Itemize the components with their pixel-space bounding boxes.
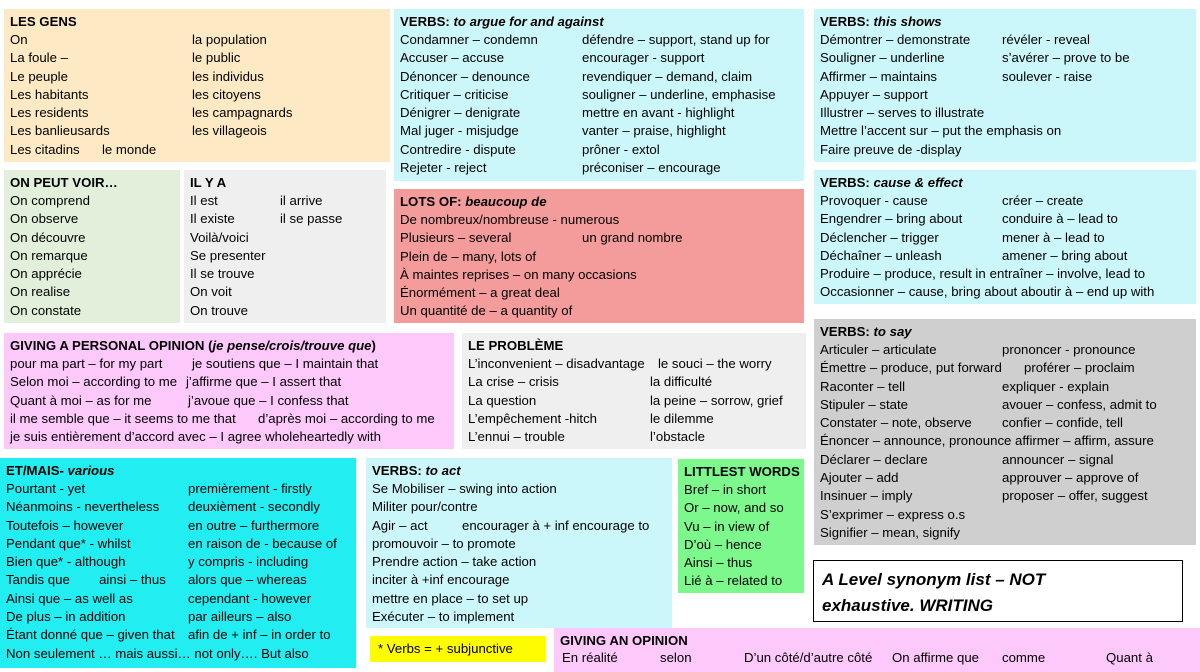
etmais-r0-b: premièrement - firstly — [188, 481, 312, 496]
argue-right-3: souligner – underline, emphasise — [582, 86, 776, 102]
les-gens-box — [4, 9, 390, 162]
opinion-r1-a: Selon moi – according to me — [10, 374, 178, 390]
argue-right-7: préconiser – encourage — [582, 160, 721, 176]
et-mais-box — [0, 458, 356, 668]
etmais-last: Non seulement … mais aussi… not only…. But also — [6, 645, 309, 661]
ilya-left-1: Il existe — [190, 211, 235, 227]
etmais-r3-b: en raison de - because of — [188, 535, 337, 551]
argue-right-6: prôner - extol — [582, 141, 660, 157]
say-r8-a: Insinuer – imply — [820, 488, 913, 504]
et-mais-title: ET/MAIS- various — [6, 463, 115, 478]
gens-right-0: la population — [192, 32, 267, 47]
il-y-a-title: IL Y A — [190, 175, 227, 190]
say-r7-b: approuver – approve of — [1002, 470, 1139, 486]
opinion-item-4: comme — [1002, 650, 1046, 665]
etmais-r6-b: cependant - however — [188, 590, 312, 606]
probleme-r4-a: L’ennui – trouble — [468, 429, 565, 445]
giving-opinion-title: GIVING AN OPINION — [560, 633, 688, 648]
argue-left-3: Critiquer – criticise — [400, 86, 509, 102]
probleme-r1-b: la difficulté — [650, 374, 713, 390]
probleme-r4-b: l’obstacle — [650, 429, 705, 445]
cause-r3-a: Déchaîner – unleash — [820, 247, 942, 263]
lots-line-1: De nombreux/nombreuse - numerous — [400, 212, 620, 227]
ilya-left-2: Voilà/voici — [190, 229, 249, 245]
act-line-3: promouvoir – to promote — [372, 535, 516, 551]
littlest-2: Vu – in view of — [684, 518, 770, 534]
say-r2-b: expliquer - explain — [1002, 378, 1110, 394]
lots-line-6: Un quantité de – a quantity of — [400, 303, 573, 319]
gens-left-2: Le peuple — [10, 68, 68, 84]
gens-left-6: Les citadins — [10, 141, 80, 157]
personal-opinion-title: GIVING A PERSONAL OPINION (je pense/crois/trouve que) — [10, 338, 376, 353]
on-peut-4: On apprécie — [10, 266, 82, 282]
etmais-r8-a: Étant donné que – given that — [6, 627, 175, 643]
opinion-r1-b: j’affirme que – I assert that — [186, 374, 342, 390]
cause-r5: Occasionner – cause, bring about aboutir à – end up with — [820, 284, 1155, 300]
argue-left-0: Condamner – condemn — [400, 32, 538, 47]
shows-left-5: Mettre l’accent sur – put the emphasis on — [820, 123, 1062, 139]
cause-r1-b: conduire à – lead to — [1002, 211, 1118, 227]
littlest-1: Or – now, and so — [684, 500, 784, 516]
say-r0-b: prononcer - pronounce — [1002, 342, 1136, 357]
act-line-5: inciter à +inf encourage — [372, 572, 510, 588]
on-peut-title: ON PEUT VOIR… — [10, 175, 118, 190]
shows-left-6: Faire preuve de -display — [820, 141, 962, 157]
les-gens-title: LES GENS — [10, 14, 77, 29]
lots-line-2b: un grand nombre — [582, 230, 683, 246]
ilya-left-5: On voit — [190, 284, 232, 300]
on-peut-1: On observe — [10, 211, 79, 227]
etmais-r2-a: Toutefois – however — [6, 517, 124, 533]
say-r7-a: Ajouter – add — [820, 470, 899, 486]
littlest-4: Ainsi – thus — [684, 555, 753, 571]
say-r6-a: Déclarer – declare — [820, 451, 928, 467]
verbs-say-title: VERBS: to say — [820, 324, 912, 339]
verbs-act-title: VERBS: to act — [372, 463, 461, 478]
argue-left-2: Dénoncer – denounce — [400, 68, 530, 84]
etmais-r6-a: Ainsi que – as well as — [6, 590, 133, 606]
gens-left-1: La foule – — [10, 50, 68, 66]
ilya-left-0: Il est — [190, 193, 218, 208]
ilya-left-4: Il se trouve — [190, 266, 255, 282]
etmais-r4-a: Bien que* - although — [6, 554, 126, 570]
say-r3-a: Stipuler – state — [820, 396, 908, 412]
say-r2-a: Raconter – tell — [820, 378, 906, 394]
probleme-r1-a: La crise – crisis — [468, 374, 559, 390]
etmais-r8-b: afin de + inf – in order to — [188, 627, 331, 643]
probleme-r2-b: la peine – sorrow, grief — [650, 392, 783, 408]
act-line-0: Se Mobiliser – swing into action — [372, 481, 557, 496]
shows-left-2: Affirmer – maintains — [820, 68, 938, 84]
cause-r4-b: entraîner – involve, lead to — [989, 266, 1146, 282]
ilya-left-3: Se presenter — [190, 247, 266, 263]
il-y-a-box — [184, 170, 386, 323]
act-line-2a: Agir – act — [372, 517, 428, 533]
opinion-r3-b: d’après moi – according to me — [258, 410, 435, 426]
on-peut-voir-box — [4, 170, 180, 323]
shows-left-1: Souligner – underline — [820, 50, 945, 66]
probleme-r0-a: L’inconvenient – disadvantage — [468, 356, 645, 371]
shows-right-2: soulever - raise — [1002, 68, 1093, 84]
verbs-say-box — [814, 319, 1196, 545]
say-r10: Signifier – mean, signify — [820, 524, 961, 540]
say-r5: Énoncer – announce, pronounce affirmer – affirm, assure — [820, 433, 1154, 449]
verbs-argue-title: VERBS: to argue for and against — [400, 14, 604, 29]
etmais-r2-b: en outre – furthermore — [188, 517, 320, 533]
shows-right-1: s’avérer – prove to be — [1002, 50, 1130, 66]
opinion-r3-a: il me semble que – it seems to me that — [10, 410, 236, 426]
on-peut-6: On constate — [10, 302, 82, 318]
littlest-3: D’où – hence — [684, 536, 762, 552]
etmais-r7-b: par ailleurs – also — [188, 609, 292, 625]
cause-r2-a: Déclencher – trigger — [820, 229, 939, 245]
on-peut-3: On remarque — [10, 247, 88, 263]
shows-right-0: révéler - reveal — [1002, 32, 1090, 47]
say-r4-a: Constater – note, observe — [820, 415, 972, 431]
littlest-title: LITTLEST WORDS — [684, 464, 800, 479]
argue-left-1: Accuser – accuse — [400, 50, 505, 66]
etmais-r0-a: Pourtant - yet — [6, 481, 86, 496]
argue-right-4: mettre en avant - highlight — [582, 105, 735, 121]
verbs-cause-box — [814, 170, 1196, 304]
le-probleme-box — [462, 333, 806, 449]
argue-left-7: Rejeter - reject — [400, 160, 487, 176]
gens-right-4: les campagnards — [192, 105, 293, 121]
subjunctive-note: * Verbs = + subjunctive — [370, 636, 546, 662]
a-level-line-2: exhaustive. WRITING — [822, 596, 993, 615]
cause-r0-a: Provoquer - cause — [820, 193, 928, 208]
act-line-7: Exécuter – to implement — [372, 609, 515, 625]
gens-right-3: les citoyens — [192, 86, 261, 102]
verbs-shows-title: VERBS: this shows — [820, 14, 942, 29]
probleme-r2-a: La question — [468, 392, 537, 408]
cause-r2-b: mener à – lead to — [1002, 229, 1105, 245]
argue-left-6: Contredire - dispute — [400, 141, 516, 157]
littlest-0: Bref – in short — [684, 482, 767, 497]
littlest-5: Lié à – related to — [684, 573, 783, 589]
on-peut-5: On realise — [10, 284, 71, 300]
argue-right-0: défendre – support, stand up for — [582, 32, 770, 47]
cause-r4-a: Produire – produce, result in — [820, 266, 986, 282]
etmais-r1-a: Néanmoins - nevertheless — [6, 499, 160, 515]
gens-left-3: Les habitants — [10, 86, 89, 102]
shows-left-0: Démontrer – demonstrate — [820, 32, 971, 47]
lots-of-title: LOTS OF: beaucoup de — [400, 194, 547, 209]
etmais-r1-b: deuxièment - secondly — [188, 499, 320, 515]
verbs-cause-title: VERBS: cause & effect — [820, 175, 963, 190]
lots-of-box — [394, 189, 804, 323]
act-line-6: mettre en place – to set up — [372, 590, 529, 606]
gens-right-1: le public — [192, 50, 241, 66]
littlest-words-box — [678, 459, 804, 593]
act-line-2b: encourager à + inf encourage to — [462, 517, 650, 533]
opinion-item-2: D’un côté/d’autre côté — [744, 650, 873, 665]
etmais-r5-a: Tandis que ainsi – thus — [6, 572, 166, 588]
opinion-item-0: En réalité — [562, 650, 618, 665]
etmais-r5-b: alors que – whereas — [188, 572, 307, 588]
act-line-4: Prendre action – take action — [372, 554, 537, 570]
lots-line-3: Plein de – many, lots of — [400, 248, 537, 264]
verbs-shows-box — [814, 9, 1196, 162]
ilya-right-1: il se passe — [280, 211, 343, 227]
personal-opinion-box — [4, 333, 454, 449]
verbs-argue-box — [394, 9, 804, 181]
ilya-right-0: il arrive — [280, 193, 323, 208]
say-r4-b: confier – confide, tell — [1002, 415, 1123, 431]
gens-left-5: Les banlieusards — [10, 123, 110, 139]
argue-right-2: revendiquer – demand, claim — [582, 68, 753, 84]
shows-left-3: Appuyer – support — [820, 86, 928, 102]
cause-r1-a: Engendrer – bring about — [820, 211, 963, 227]
etmais-r3-a: Pendant que* - whilst — [6, 535, 131, 551]
say-r8-b: proposer – offer, suggest — [1002, 488, 1148, 504]
on-peut-2: On découvre — [10, 229, 86, 245]
lots-line-5: Énormément – a great deal — [400, 285, 560, 301]
opinion-item-5: Quant à — [1106, 650, 1153, 665]
giving-opinion-box — [554, 628, 1200, 672]
a-level-line-1: A Level synonym list – NOT — [822, 570, 1046, 589]
cause-r3-b: amener – bring about — [1002, 247, 1128, 263]
say-r1-a: Émettre – produce, put forward — [820, 360, 1002, 376]
opinion-last: je suis entièrement d’accord avec – I agree wholeheartedly with — [10, 429, 381, 445]
say-r0-a: Articuler – articulate — [820, 342, 937, 357]
etmais-r4-b: y compris - including — [188, 554, 309, 570]
argue-right-1: encourager - support — [582, 50, 705, 66]
gens-right-2: les individus — [192, 68, 264, 84]
opinion-item-1: selon — [660, 650, 692, 665]
argue-left-4: Dénigrer – denigrate — [400, 105, 521, 121]
opinion-r2-b: j’avoue que – I confess that — [188, 392, 349, 408]
cause-r0-b: créer – create — [1002, 193, 1084, 208]
etmais-r7-a: De plus – in addition — [6, 609, 126, 625]
say-r9: S’exprimer – express o.s — [820, 506, 966, 522]
say-r1-b: proférer – proclaim — [1024, 360, 1135, 376]
lots-line-2a: Plusieurs – several — [400, 230, 512, 246]
on-peut-0: On comprend — [10, 193, 90, 208]
opinion-r0-a: pour ma part – for my part — [10, 356, 163, 371]
argue-left-5: Mal juger - misjudge — [400, 123, 519, 139]
argue-right-5: vanter – praise, highlight — [582, 123, 726, 139]
act-line-1: Militer pour/contre — [372, 499, 478, 515]
gens-right-6: le monde — [102, 141, 157, 157]
verbs-act-box — [366, 458, 672, 628]
gens-left-0: On — [10, 32, 28, 47]
gens-right-5: les villageois — [192, 123, 267, 139]
opinion-item-3: On affirme que — [892, 650, 979, 665]
lots-line-4: À maintes reprises – on many occasions — [400, 266, 637, 282]
gens-left-4: Les residents — [10, 105, 89, 121]
shows-left-4: Illustrer – serves to illustrate — [820, 105, 985, 121]
opinion-r0-b: je soutiens que – I maintain that — [192, 356, 379, 371]
le-probleme-title: LE PROBLÈME — [468, 338, 564, 353]
probleme-r3-a: L’empêchement -hitch — [468, 410, 598, 426]
a-level-title-box — [813, 560, 1183, 622]
say-r6-b: announcer – signal — [1002, 451, 1114, 467]
probleme-r3-b: le dilemme — [650, 410, 714, 426]
ilya-left-6: On trouve — [190, 302, 248, 318]
say-r3-b: avouer – confess, admit to — [1002, 396, 1157, 412]
probleme-r0-b: le souci – the worry — [658, 356, 772, 371]
opinion-r2-a: Quant à moi – as for me — [10, 392, 152, 408]
